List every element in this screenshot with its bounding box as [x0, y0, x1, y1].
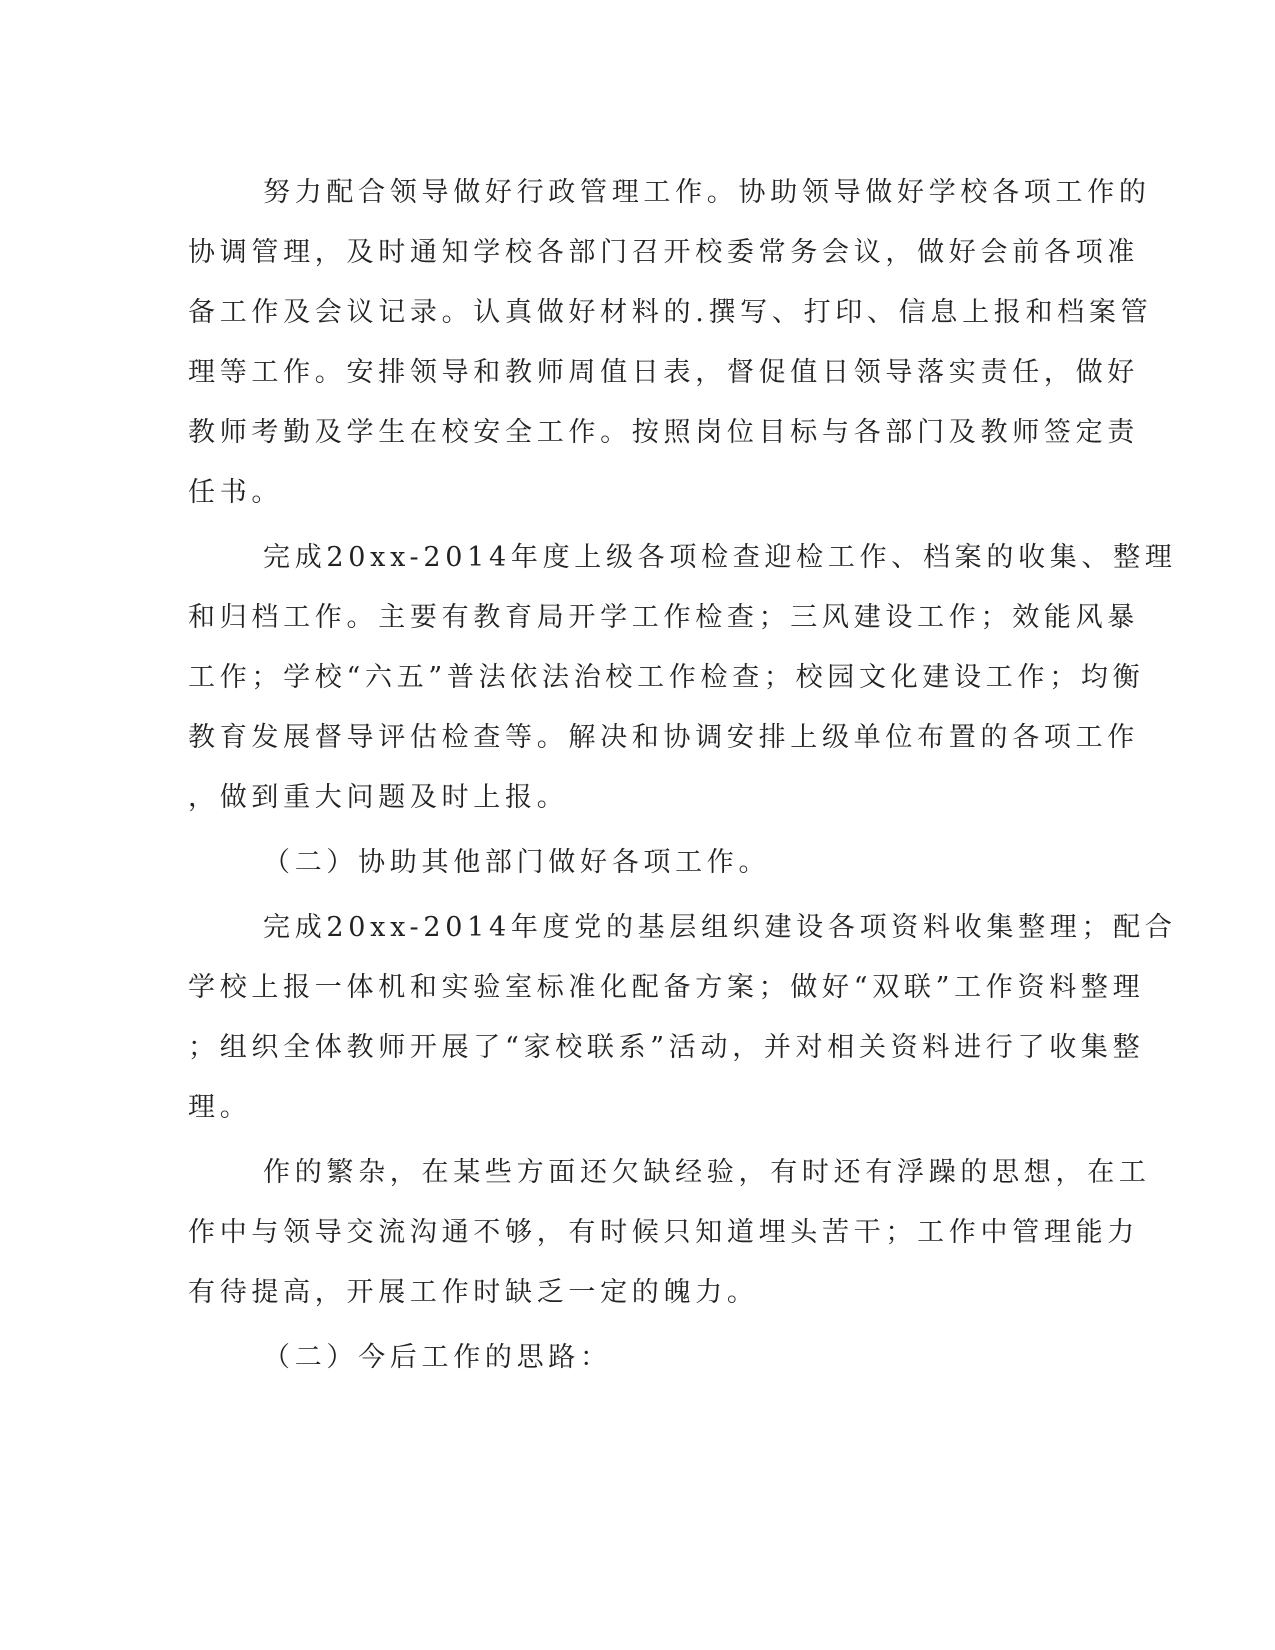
paragraph-admin-work	[188, 163, 1153, 523]
text-line: 和归档工作。主要有教育局开学工作检查；三风建设工作；效能风暴	[188, 602, 1139, 633]
text-line: ，做到重大问题及时上报。	[188, 782, 569, 813]
text-line: 有待提高，开展工作时缺乏一定的魄力。	[188, 1277, 759, 1308]
text-line: 教育发展督导评估检查等。解决和协调安排上级单位布置的各项工作	[188, 722, 1139, 753]
paragraph-party-work	[188, 898, 1177, 1138]
paragraph-shortcomings	[188, 1143, 1151, 1323]
section-heading-future	[188, 1328, 1088, 1388]
text-line: 作的繁杂，在某些方面还欠缺经验，有时还有浮躁的思想，在工	[263, 1157, 1151, 1188]
text-line: 教师考勤及学生在校安全工作。按照岗位目标与各部门及教师签定责	[188, 417, 1139, 448]
text-line: 协调管理，及时通知学校各部门召开校委常务会议，做好会前各项准	[188, 237, 1139, 268]
text-line: 学校上报一体机和实验室标准化配备方案；做好“双联”工作资料整理	[188, 972, 1145, 1003]
text-line: 备工作及会议记录。认真做好材料的.撰写、打印、信息上报和档案管	[188, 297, 1153, 328]
text-line: ；组织全体教师开展了“家校联系”活动，并对相关资料进行了收集整	[188, 1032, 1145, 1063]
section-heading: （二）今后工作的思路：	[263, 1342, 612, 1373]
paragraph-inspection-work	[188, 528, 1177, 828]
text-line: 理等工作。安排领导和教师周值日表，督促值日领导落实责任，做好	[188, 357, 1139, 388]
text-line: 作中与领导交流沟通不够，有时候只知道埋头苦干；工作中管理能力	[188, 1217, 1139, 1248]
text-line: 工作；学校“六五”普法依法治校工作检查；校园文化建设工作；均衡	[188, 662, 1145, 693]
text-line: 努力配合领导做好行政管理工作。协助领导做好学校各项工作的	[263, 177, 1151, 208]
text-line: 理。	[188, 1092, 252, 1123]
section-heading: （二）协助其他部门做好各项工作。	[263, 847, 771, 878]
text-line: 完成20xx-2014年度上级各项检查迎检工作、档案的收集、整理	[263, 542, 1177, 573]
document-body	[188, 163, 1177, 1388]
text-line: 完成20xx-2014年度党的基层组织建设各项资料收集整理；配合	[263, 912, 1177, 943]
text-line: 任书。	[188, 477, 284, 508]
section-heading-assist	[188, 833, 1088, 893]
